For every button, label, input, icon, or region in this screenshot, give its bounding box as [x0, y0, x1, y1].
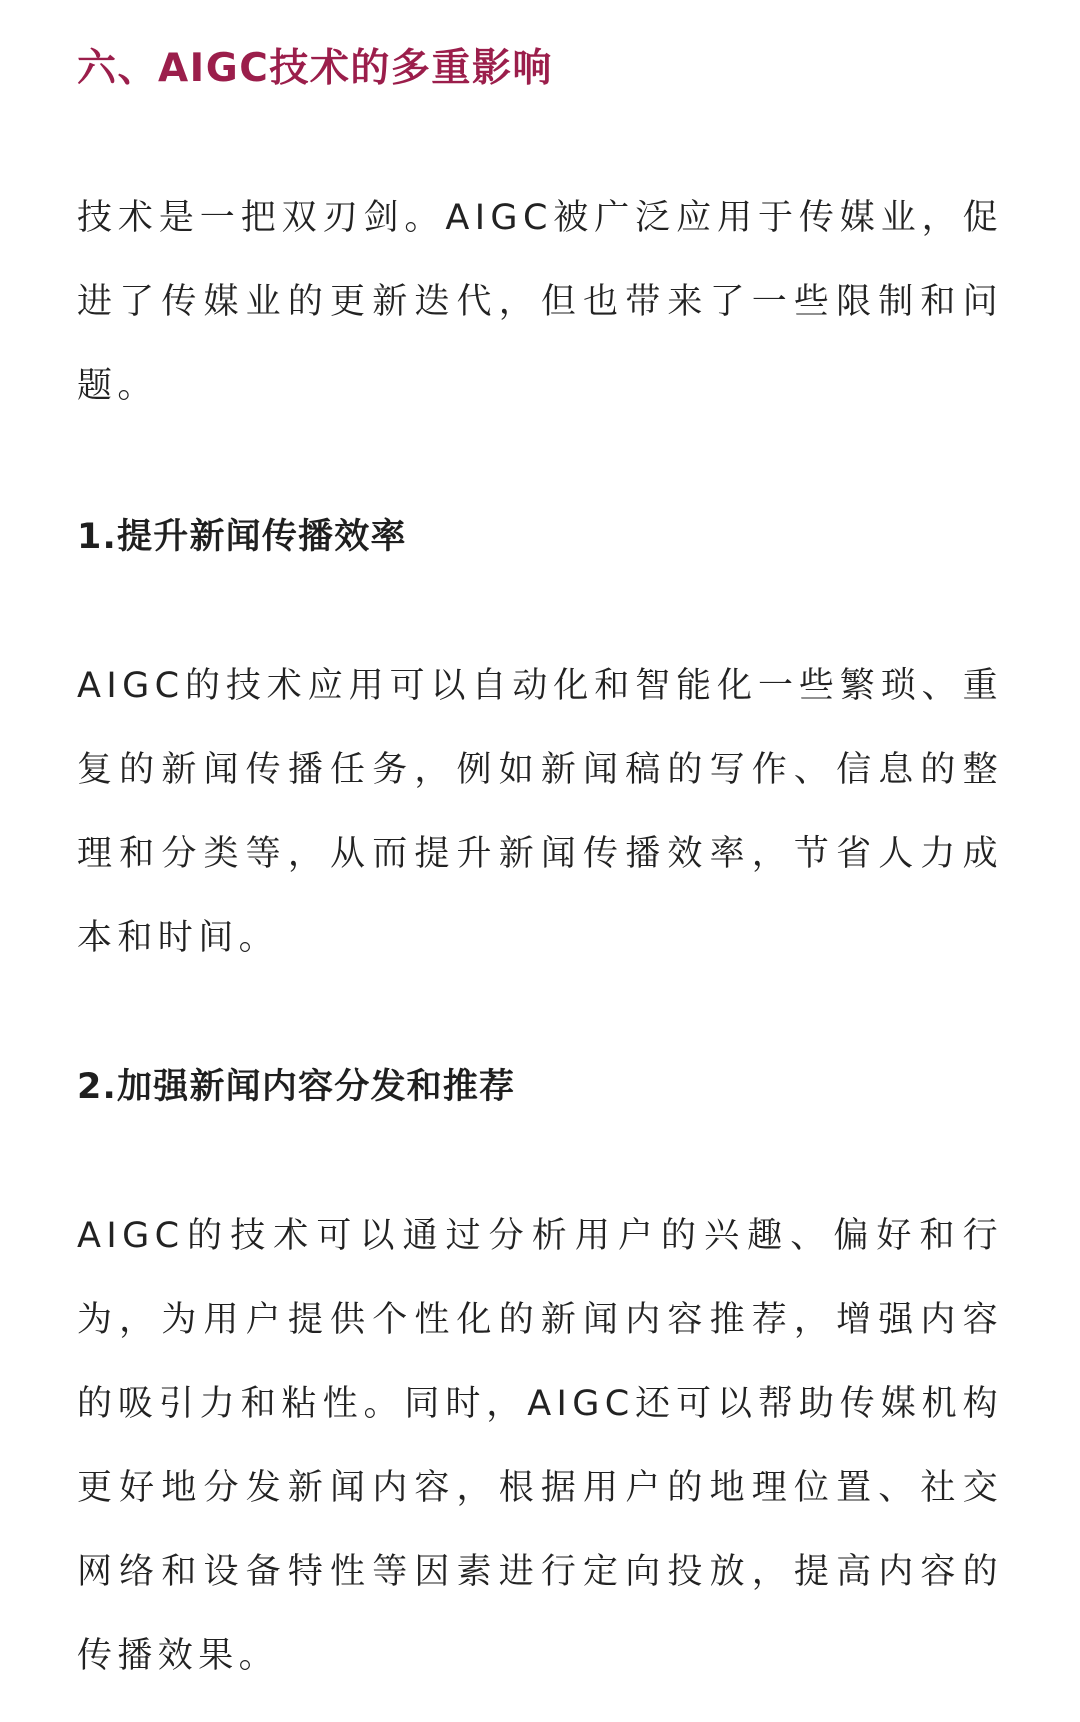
subsection-heading-2: 2.加强新闻内容分发和推荐 [77, 1067, 516, 1107]
intro-paragraph: 技术是一把双刃剑。AIGC被广泛应用于传媒业，促进了传媒业的更新迭代，但也带来了一些限制和问题。 [77, 198, 1003, 406]
section-title: 六、AIGC技术的多重影响 [77, 46, 553, 91]
subsection-body-1: AIGC的技术应用可以自动化和智能化一些繁琐、重复的新闻传播任务，例如新闻稿的写作、信息的整理和分类等，从而提升新闻传播效率，节省人力成本和时间。 [77, 666, 1003, 958]
subsection-heading-1: 1.提升新闻传播效率 [77, 517, 407, 557]
subsection-body-2: AIGC的技术可以通过分析用户的兴趣、偏好和行为，为用户提供个性化的新闻内容推荐，增强内容的吸引力和粘性。同时，AIGC还可以帮助传媒机构更好地分发新闻内容，根据用户的地理位置、社交网络和设备特性等因素进行定向投放，提高内容的传播效果。 [77, 1216, 1003, 1676]
